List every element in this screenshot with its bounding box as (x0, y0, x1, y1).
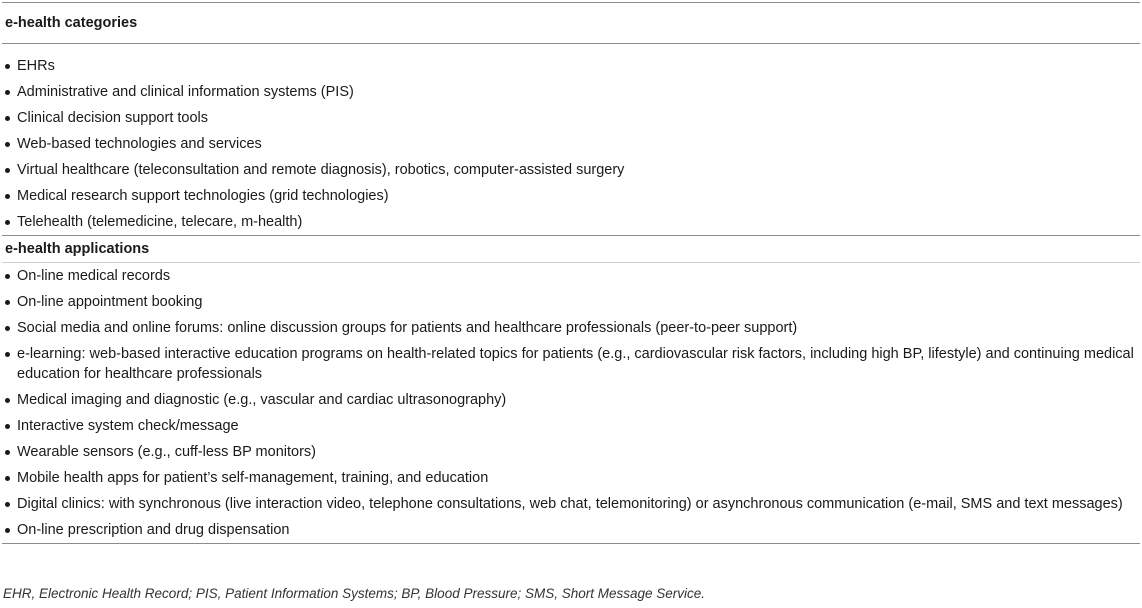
applications-list (2, 262, 1140, 543)
list-item: Wearable sensors (e.g., cuff-less BP monitors) (2, 439, 1140, 465)
bullet-icon (5, 352, 10, 357)
bullet-icon (5, 90, 10, 95)
bullet-icon (5, 274, 10, 279)
list-item: Medical imaging and diagnostic (e.g., vascular and cardiac ultrasonography) (2, 387, 1140, 413)
bullet-icon (5, 326, 10, 331)
list-item: Telehealth (telemedicine, telecare, m-health) (2, 209, 1140, 235)
section-heading-categories: e-health categories (5, 15, 138, 31)
bullet-icon (5, 220, 10, 225)
bullet-icon (5, 116, 10, 121)
list-item: On-line appointment booking (2, 289, 1140, 315)
list-item: EHRs (2, 44, 1140, 79)
bullet-icon (5, 194, 10, 199)
list-item: Web-based technologies and services (2, 131, 1140, 157)
list-item: Mobile health apps for patient’s self-management, training, and education (2, 465, 1140, 491)
bullet-icon (5, 424, 10, 429)
list-item: Clinical decision support tools (2, 105, 1140, 131)
list-item: Social media and online forums: online discussion groups for patients and healthcare professionals (peer-to-peer support) (2, 315, 1140, 341)
section-heading-applications: e-health applications (5, 241, 150, 257)
list-item: e-learning: web-based interactive education programs on health-related topics for patients (e.g., cardiovascular risk factors, including high BP, lifestyle) and continuing medical education for healthcare professionals (2, 341, 1140, 387)
bullet-icon (5, 64, 10, 69)
bullet-icon (5, 450, 10, 455)
bullet-icon (5, 476, 10, 481)
list-item: Digital clinics: with synchronous (live interaction video, telephone consultations, web chat, telemonitoring) or asynchronous communication (e-mail, SMS and text messages) (2, 491, 1140, 517)
bullet-icon (5, 300, 10, 305)
bullet-icon (5, 142, 10, 147)
table-footnote: EHR, Electronic Health Record; PIS, Patient Information Systems; BP, Blood Pressure; SMS, Short Message Service. (3, 586, 706, 601)
list-item: Virtual healthcare (teleconsultation and remote diagnosis), robotics, computer-assisted surgery (2, 157, 1140, 183)
list-item: Administrative and clinical information systems (PIS) (2, 79, 1140, 105)
bottom-rule (2, 543, 1140, 544)
list-item: Interactive system check/message (2, 413, 1140, 439)
bullet-icon (5, 168, 10, 173)
categories-list (2, 44, 1140, 235)
list-item: Medical research support technologies (grid technologies) (2, 183, 1140, 209)
bullet-icon (5, 528, 10, 533)
bullet-icon (5, 398, 10, 403)
list-item: On-line prescription and drug dispensation (2, 517, 1140, 543)
ehealth-table (2, 2, 1140, 544)
list-item: On-line medical records (2, 262, 1140, 289)
bullet-icon (5, 502, 10, 507)
